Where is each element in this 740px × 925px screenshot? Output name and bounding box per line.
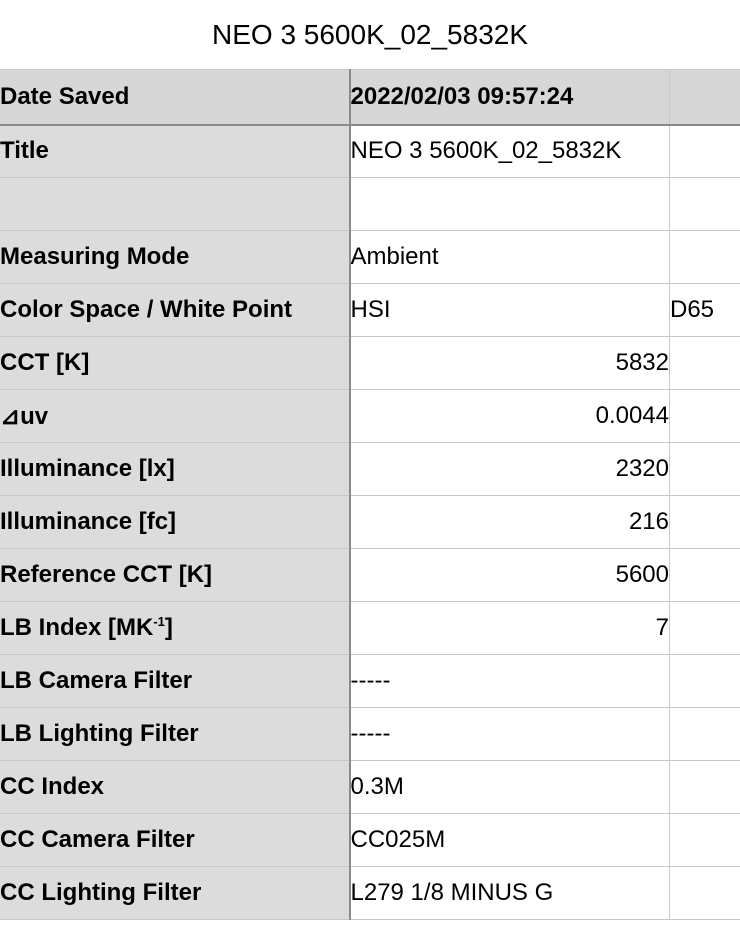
row-label: ⊿uv	[0, 402, 49, 430]
row-label-suffix: ]	[164, 614, 173, 641]
row-extra-cell[interactable]	[670, 337, 740, 390]
row-value-cell[interactable]: Ambient	[350, 231, 670, 284]
row-label: Illuminance [lx]	[0, 455, 175, 482]
row-extra-cell[interactable]	[670, 708, 740, 761]
row-extra-cell[interactable]	[670, 549, 740, 602]
row-value-cell[interactable]: HSI	[350, 284, 670, 337]
row-label-cell[interactable]	[0, 867, 350, 920]
row-label-cell[interactable]	[0, 390, 350, 443]
row-extra-cell[interactable]	[670, 867, 740, 920]
table-row	[0, 125, 740, 178]
row-label-superscript: -1	[153, 614, 165, 629]
row-label-cell[interactable]	[0, 231, 350, 284]
row-label-cell[interactable]	[0, 284, 350, 337]
table-row	[0, 761, 740, 814]
table-row	[0, 814, 740, 867]
row-label: CC Index	[0, 773, 105, 800]
row-value-cell[interactable]: 0.0044	[350, 390, 670, 443]
measurement-table	[0, 69, 740, 920]
row-label: LB Camera Filter	[0, 667, 193, 694]
row-label: Title	[0, 137, 49, 165]
row-label: CC Camera Filter	[0, 826, 195, 853]
table-row	[0, 443, 740, 496]
row-label-cell[interactable]	[0, 549, 350, 602]
row-value-cell[interactable]: 0.3M	[350, 761, 670, 814]
row-value-cell[interactable]: -----	[350, 655, 670, 708]
row-label-cell[interactable]	[0, 655, 350, 708]
row-value-cell[interactable]: CC025M	[350, 814, 670, 867]
table-row	[0, 337, 740, 390]
table-row	[0, 549, 740, 602]
row-label: Measuring Mode	[0, 243, 190, 270]
row-extra-cell[interactable]: D65	[670, 284, 740, 337]
header-extra-cell[interactable]	[670, 70, 740, 125]
row-label-cell[interactable]	[0, 178, 350, 231]
row-label-cell[interactable]	[0, 496, 350, 549]
table-row	[0, 390, 740, 443]
row-label: CCT [K]	[0, 349, 90, 376]
row-value-cell[interactable]: NEO 3 5600K_02_5832K	[350, 125, 670, 178]
row-value-cell[interactable]	[350, 178, 670, 231]
row-label-cell[interactable]	[0, 337, 350, 390]
row-value-cell[interactable]: 5600	[350, 549, 670, 602]
table-row	[0, 867, 740, 920]
row-label: Illuminance [fc]	[0, 508, 177, 535]
row-extra-cell[interactable]	[670, 602, 740, 655]
row-extra-cell[interactable]	[670, 390, 740, 443]
row-label-cell[interactable]	[0, 708, 350, 761]
header-label-cell[interactable]: Date Saved	[0, 70, 350, 125]
row-label: LB Index [MK	[0, 614, 154, 641]
table-row	[0, 655, 740, 708]
table-row	[0, 602, 740, 655]
row-extra-cell[interactable]	[670, 125, 740, 178]
row-extra-cell[interactable]	[670, 655, 740, 708]
row-extra-cell[interactable]	[670, 178, 740, 231]
row-value-cell[interactable]: 216	[350, 496, 670, 549]
row-extra-cell[interactable]	[670, 814, 740, 867]
row-extra-cell[interactable]	[670, 496, 740, 549]
row-label-cell[interactable]	[0, 814, 350, 867]
header-row	[0, 70, 740, 125]
row-extra-cell[interactable]	[670, 443, 740, 496]
table-row	[0, 178, 740, 231]
row-value-cell[interactable]: 7	[350, 602, 670, 655]
page-title: NEO 3 5600K_02_5832K	[211, 19, 529, 50]
table-row	[0, 231, 740, 284]
row-value-cell[interactable]: 5832	[350, 337, 670, 390]
table-row	[0, 708, 740, 761]
row-label: LB Lighting Filter	[0, 720, 199, 747]
table-row	[0, 284, 740, 337]
row-label-cell[interactable]	[0, 602, 350, 655]
header-value-cell[interactable]: 2022/02/03 09:57:24	[350, 70, 670, 125]
row-label-cell[interactable]	[0, 125, 350, 178]
row-label-cell[interactable]	[0, 443, 350, 496]
row-extra-cell[interactable]	[670, 761, 740, 814]
row-label: Reference CCT [K]	[0, 561, 213, 588]
row-value-cell[interactable]: 2320	[350, 443, 670, 496]
row-label: Color Space / White Point	[0, 296, 293, 323]
table-row	[0, 496, 740, 549]
row-label-cell[interactable]	[0, 761, 350, 814]
row-label: CC Lighting Filter	[0, 879, 202, 906]
row-extra-cell[interactable]	[670, 231, 740, 284]
row-value-cell[interactable]: L279 1/8 MINUS G	[350, 867, 670, 920]
row-value-cell[interactable]: -----	[350, 708, 670, 761]
